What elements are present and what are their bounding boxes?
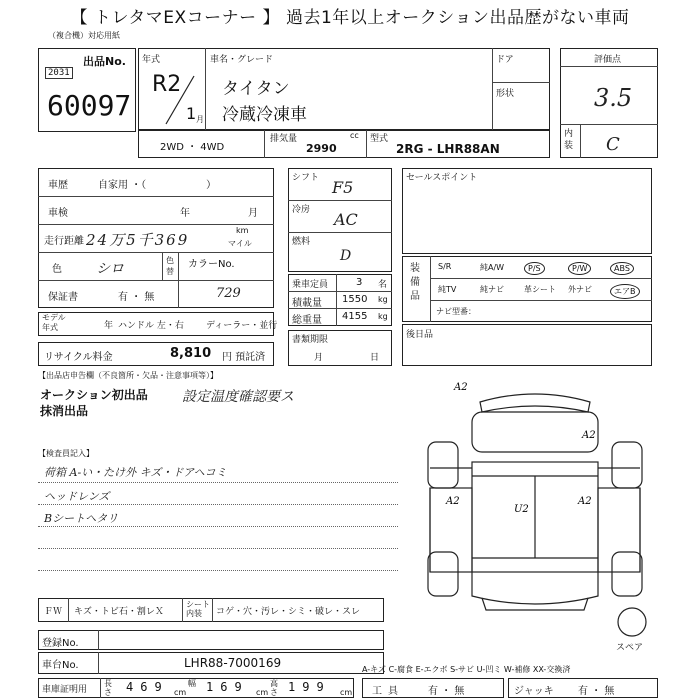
equipment-row1-item: P/S — [524, 262, 545, 275]
notes-handwritten: 設定温度確認要ス — [182, 389, 294, 405]
shape-label: 形状 — [496, 89, 515, 99]
damage-legend: A-キズ C-腐食 E-エクボ S-サビ U-凹ミ W-補修 XX-交換済 — [362, 665, 571, 674]
chassis-label: 車台No. — [42, 660, 79, 671]
equipment-row2-item: 純TV — [438, 285, 457, 294]
recycle-unit: 円 預託済 — [222, 352, 266, 363]
aircon-label: 冷房 — [292, 205, 311, 215]
mileage-km: km — [236, 226, 249, 235]
model-value: 2RG - LHR88AN — [396, 142, 500, 156]
inspection-month: 月 — [248, 208, 258, 219]
fw-label: ＦＷ — [44, 607, 63, 617]
reg-row — [38, 630, 384, 650]
diagram-mark-right-front: A2 — [582, 430, 596, 441]
year-era: R2 — [152, 72, 182, 97]
capacity-value: 3 — [356, 277, 363, 288]
notes-header: 【出品店申告欄（不良箇所・欠品・注意事項等）】 — [38, 371, 218, 380]
shift-value: F5 — [332, 178, 354, 197]
equipment-row2-item: 革シート — [524, 285, 556, 294]
score-value: 3.5 — [594, 84, 633, 112]
height-label: 高さ — [270, 679, 278, 697]
inspector-line-1: 荷箱 A-い・たけ外 キズ・ドアヘコミ — [44, 466, 227, 479]
gross-label: 総重量 — [292, 315, 322, 326]
year-slash — [160, 72, 200, 128]
mileage-label: 走行距離 — [44, 236, 84, 247]
car-label: 車名・グレード — [210, 55, 274, 65]
lot-box — [38, 48, 136, 132]
drive-options: 2WD ・ 4WD — [160, 142, 225, 153]
warranty-options: 有 ・ 無 — [118, 292, 155, 303]
color-label: 色 — [52, 264, 62, 275]
length-unit: cm — [174, 688, 187, 697]
mileage-mile: マイル — [228, 239, 252, 248]
banner-title: 【 トレタマEXコーナー 】 過去1年以上オークション出品歴がない車両 — [70, 7, 630, 28]
vehicle-damage-diagram — [410, 376, 660, 642]
capacity-unit: 名 — [378, 280, 388, 290]
history-label: 車歴 — [48, 180, 68, 191]
car-grade: 冷蔵冷凍車 — [222, 105, 307, 125]
year-month-unit: 月 — [196, 115, 204, 124]
diagram-mark-top: A2 — [454, 382, 468, 393]
model-year-year: 年 — [104, 321, 114, 331]
interior-value: C — [606, 134, 620, 155]
load-label: 積載量 — [292, 298, 322, 309]
doors-label: ドア — [496, 55, 514, 65]
score-label: 評価点 — [594, 55, 622, 65]
height-value: 199 — [288, 680, 331, 694]
arrival-label: 後日品 — [406, 330, 434, 340]
car-name: タイタン — [222, 79, 290, 99]
fuel-value: D — [340, 248, 352, 264]
recycle-value: 8,810 — [170, 346, 212, 361]
lot-stamp: 2031 — [45, 67, 73, 79]
equipment-row1-item: 純A/W — [480, 263, 505, 272]
diagram-mark-right-side: A2 — [578, 496, 592, 507]
reg-label: 登録No. — [42, 638, 79, 649]
equipment-row1-item: S/R — [438, 262, 452, 271]
dimensions-label: 車庫証明用 — [42, 685, 88, 695]
lot-number: 60097 — [47, 89, 132, 122]
warranty-label: 保証書 — [48, 292, 78, 303]
year-month: 1 — [186, 104, 197, 123]
length-label: 長さ — [104, 679, 112, 697]
interior-label: 内装 — [564, 129, 574, 151]
fw-text: キズ・トビ石・割レＸ — [74, 607, 164, 617]
spare-label: スペア — [616, 643, 644, 653]
tools-label: 工具 — [372, 686, 404, 697]
recycle-label: リサイクル料金 — [44, 352, 113, 363]
color-code: 729 — [216, 286, 241, 301]
seat-label: シート内装 — [186, 600, 210, 618]
dealer-options: ディーラー・並行 — [206, 321, 278, 331]
docs-day: 日 — [370, 353, 380, 363]
width-value: 169 — [206, 680, 249, 694]
notes-line-1: オークション初出品 — [40, 388, 148, 402]
chassis-value: LHR88-7000169 — [184, 656, 282, 670]
load-unit: kg — [378, 295, 388, 304]
load-value: 1550 — [342, 294, 368, 305]
length-value: 469 — [126, 680, 169, 694]
sales-point-label: セールスポイント — [406, 173, 478, 183]
gross-unit: kg — [378, 312, 388, 321]
inspection-label: 車検 — [48, 208, 68, 219]
model-label: 型式 — [370, 134, 389, 144]
inspector-line-3: Bシートヘタリ — [44, 512, 119, 525]
diagram-mark-left-side: A2 — [446, 496, 460, 507]
width-label: 幅 — [188, 679, 196, 688]
height-unit: cm — [340, 688, 353, 697]
inspector-header: 【検査員記入】 — [38, 449, 94, 458]
diagram-mark-center: U2 — [514, 504, 529, 515]
displacement-value: 2990 — [306, 142, 337, 155]
seat-text: コゲ・穴・汚レ・シミ・破レ・スレ — [216, 607, 361, 617]
equipment-row2-item: エアB — [610, 284, 640, 299]
model-year-label: モデル年式 — [42, 313, 66, 332]
displacement-label: 排気量 — [270, 134, 298, 144]
aircon-value: AC — [334, 210, 358, 229]
fuel-label: 燃料 — [292, 237, 311, 247]
lot-label: 出品No. — [83, 55, 126, 68]
equipment-row1-item: ABS — [610, 262, 634, 275]
history-value: 自家用 ・（ ） — [98, 180, 217, 191]
inspector-line-2: ヘッドレンズ — [44, 490, 110, 503]
handle-options: ハンドル 左・右 — [118, 321, 184, 331]
color-value: シロ — [96, 261, 124, 277]
color-change-label: 色替 — [166, 256, 174, 276]
jack-label: ジャッキ — [514, 686, 554, 697]
tools-options: 有 ・ 無 — [428, 686, 465, 697]
equipment-row1-item: P/W — [568, 262, 591, 275]
shift-label: シフト — [292, 173, 320, 183]
equipment-row2-item: 純ナビ — [480, 285, 504, 294]
arrival-box — [402, 324, 652, 366]
equipment-label: 装備品 — [410, 263, 420, 302]
nav-model-label: ナビ型番： — [436, 307, 476, 316]
color-code-label: カラーNo. — [188, 259, 235, 270]
docs-month: 月 — [314, 353, 324, 363]
displacement-unit: cc — [350, 131, 359, 140]
mileage-value: 24万5千369 — [86, 231, 190, 249]
gross-value: 4155 — [342, 311, 368, 322]
cut-header: （複合機）対応用紙 — [48, 31, 120, 40]
docs-label: 書類期限 — [292, 335, 329, 345]
inspection-year: 年 — [180, 208, 190, 219]
width-unit: cm — [256, 688, 269, 697]
capacity-label: 乗車定員 — [292, 280, 329, 290]
year-label: 年式 — [142, 55, 161, 65]
notes-line-2: 抹消出品 — [40, 404, 89, 418]
equipment-row2-item: 外ナビ — [568, 285, 592, 294]
jack-options: 有 ・ 無 — [578, 686, 615, 697]
